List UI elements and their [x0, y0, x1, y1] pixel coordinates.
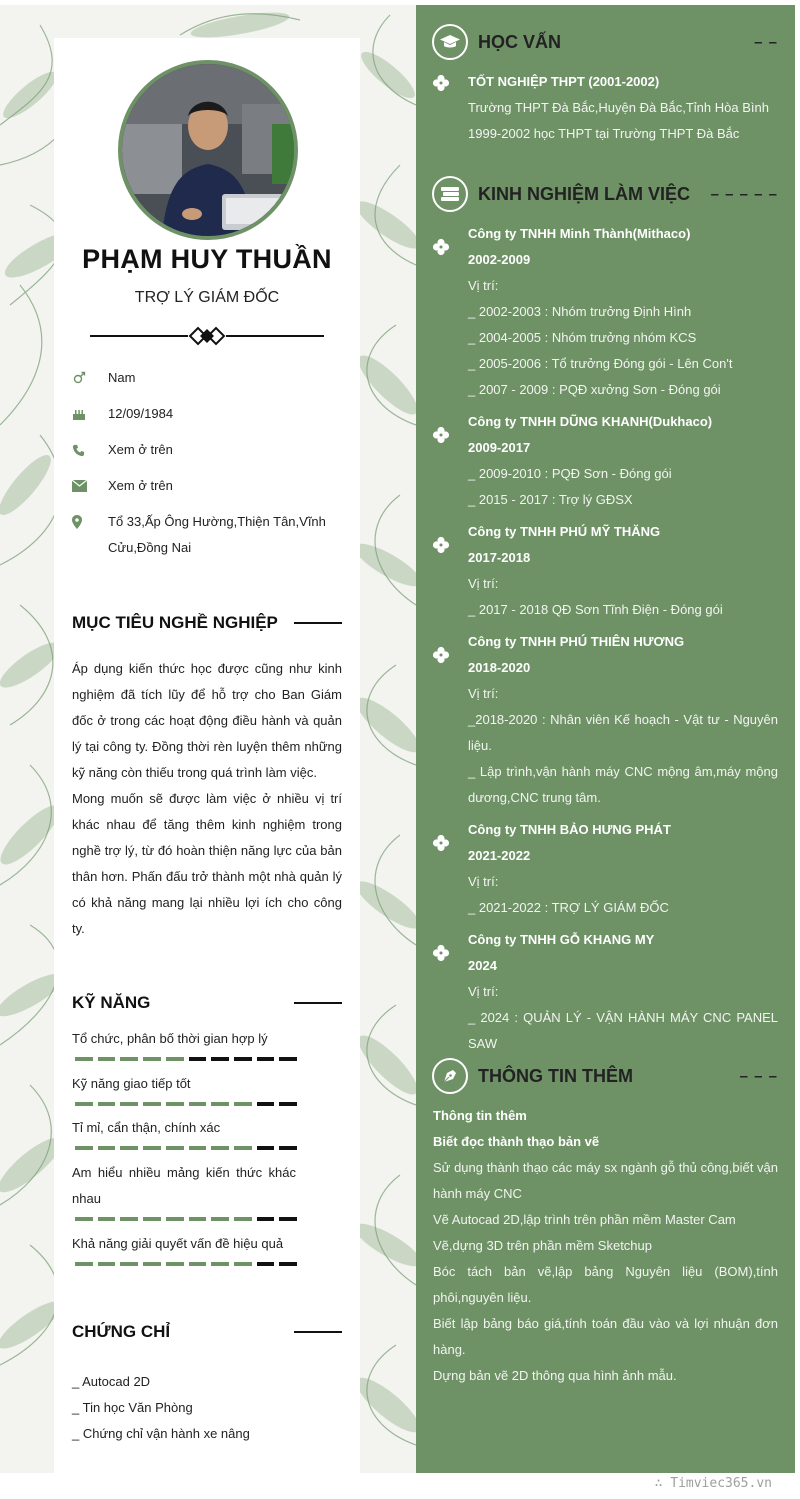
skill-bar-segment: [211, 1262, 229, 1266]
extra-line: Vẽ Autocad 2D,lập trình trên phần mềm Master Cam: [433, 1212, 736, 1227]
skill-bar-segment: [120, 1262, 138, 1266]
section-title: THÔNG TIN THÊM: [478, 1065, 633, 1086]
experience-line: Vị trí:: [468, 576, 499, 591]
skill-bar-segment: [120, 1102, 138, 1106]
education-title: TỐT NGHIỆP THPT (2001-2002): [468, 74, 660, 89]
certificate-item: _ Chứng chỉ vận hành xe nâng: [72, 1426, 250, 1441]
experience-line: _2018-2020 : Nhân viên Kế hoạch - Vật tư - Nguyên liệu.: [468, 712, 778, 753]
skill-bar-segment: [211, 1217, 229, 1221]
extra-line: Dựng bản vẽ 2D thông qua hình ảnh mẫu.: [433, 1368, 677, 1383]
skill-bar-segment: [98, 1057, 116, 1061]
experience-entry: [468, 629, 778, 811]
skill-bar-segment: [166, 1057, 184, 1061]
section-title: KINH NGHIỆM LÀM VIỆC: [478, 183, 691, 204]
skill-level-bar: [75, 1057, 297, 1061]
birthday-cake-icon: [72, 401, 108, 427]
experience-entry: [468, 409, 778, 513]
flower-bullet-icon: [432, 426, 450, 444]
skill-bar-segment: [98, 1146, 116, 1150]
section-title: MỤC TIÊU NGHỀ NGHIỆP: [72, 613, 278, 632]
skill-bar-segment: [166, 1102, 184, 1106]
gender-icon: [72, 365, 108, 391]
skill-bar-segment: [143, 1146, 161, 1150]
experience-heading: [432, 176, 778, 212]
experience-entry: [468, 817, 778, 921]
flower-bullet-icon: [432, 834, 450, 852]
experience-line: Vị trí:: [468, 874, 499, 889]
skills-heading: [72, 993, 342, 1013]
skill-bar-segment: [257, 1057, 275, 1061]
experience-company: Công ty TNHH BẢO HƯNG PHÁT: [468, 822, 671, 837]
experience-company: Công ty TNHH Minh Thành(Mithaco): [468, 226, 691, 241]
skill-bar-segment: [189, 1102, 207, 1106]
education-line: Trường THPT Đà Bắc,Huyện Đà Bắc,Tỉnh Hòa Bình: [468, 100, 769, 115]
skill-bar-segment: [211, 1102, 229, 1106]
experience-company: Công ty TNHH PHÚ THIÊN HƯƠNG: [468, 634, 685, 649]
skill-level-bar: [75, 1146, 297, 1150]
experience-company: Công ty TNHH PHÚ MỸ THĂNG: [468, 524, 661, 539]
experience-period: 2002-2009: [468, 252, 531, 267]
certificate-item: _ Tin học Văn Phòng: [72, 1400, 193, 1415]
extra-line: Vẽ,dựng 3D trên phần mềm Sketchup: [433, 1238, 652, 1253]
skill-bar-segment: [234, 1217, 252, 1221]
info-text: Nam: [108, 370, 136, 385]
flower-bullet-icon: [432, 74, 450, 92]
experience-line: _ 2005-2006 : Tổ trưởng Đóng gói - Lên Con't: [468, 356, 733, 371]
extra-line: Sử dụng thành thạo các máy sx ngành gỗ thủ công,biết vận hành máy CNC: [433, 1160, 778, 1201]
flower-bullet-icon: [432, 536, 450, 554]
skill-bar-segment: [234, 1146, 252, 1150]
section-title: KỸ NĂNG: [72, 993, 151, 1012]
skill-bar-segment: [234, 1102, 252, 1106]
info-text: Tổ 33,Ấp Ông Hường,Thiện Tân,Vĩnh Cửu,Đồng Nai: [108, 514, 326, 555]
profile-name: PHẠM HUY THUẦN: [82, 244, 332, 274]
skill-level-bar: [75, 1217, 297, 1221]
skill-level-bar: [75, 1102, 297, 1106]
skill-bar-segment: [257, 1102, 275, 1106]
extra-info-heading: [432, 1058, 778, 1094]
experience-line: _ 2002-2003 : Nhóm trưởng Định Hình: [468, 304, 692, 319]
section-title: HỌC VẤN: [478, 31, 562, 52]
info-email: [72, 473, 342, 499]
experience-line: _ Lập trình,vận hành máy CNC mộng âm,máy mộng dương,CNC trung tâm.: [468, 764, 778, 805]
experience-company: Công ty TNHH DŨNG KHANH(Dukhaco): [468, 414, 713, 429]
education-entry: [468, 69, 778, 147]
skill-bar-segment: [279, 1102, 297, 1106]
skill-bar-segment: [211, 1146, 229, 1150]
flower-bullet-icon: [432, 238, 450, 256]
skill-name: Am hiểu nhiều mảng kiến thức khác nhau: [72, 1165, 296, 1206]
experience-line: Vị trí:: [468, 686, 499, 701]
skill-bar-segment: [257, 1262, 275, 1266]
skill-bar-segment: [211, 1057, 229, 1061]
skill-bar-segment: [189, 1217, 207, 1221]
objective-paragraph-2: Mong muốn sẽ được làm việc ở nhiều vị trí khác nhau để tăng thêm kinh nghiệm trong nghề trợ lý, từ đó hoàn thiện năng lực của bản thân hơn. Phấn đấu trở thành một nhà quản lý có khả năng mang lại nhiều lợi ích cho công ty.: [72, 791, 342, 936]
skill-bar-segment: [257, 1217, 275, 1221]
info-text: 12/09/1984: [108, 406, 174, 421]
experience-company: Công ty TNHH GỖ KHANG MY: [468, 932, 655, 947]
skill-name: Tỉ mỉ, cẩn thận, chính xác: [72, 1120, 221, 1135]
objective-paragraph-1: Áp dụng kiến thức học được cũng như kinh nghiệm đã tích lũy để hỗ trợ cho Ban Giám đốc ở trong các hoạt động điều hành và quản lý tại công ty. Đồng thời rèn luyện thêm những kỹ năng còn thiếu trong quá trình làm việc.: [72, 661, 342, 780]
books-icon: [432, 176, 468, 212]
skill-bar-segment: [75, 1217, 93, 1221]
experience-period: 2009-2017: [468, 440, 531, 455]
skill-bar-segment: [75, 1262, 93, 1266]
avatar: [118, 60, 298, 240]
flower-bullet-icon: [432, 944, 450, 962]
experience-line: _ 2009-2010 : PQĐ Sơn - Đóng gói: [468, 466, 672, 481]
skill-bar-segment: [120, 1217, 138, 1221]
info-address: [72, 509, 342, 561]
info-birthday: [72, 401, 342, 427]
section-title: CHỨNG CHỈ: [72, 1322, 171, 1341]
skill-bar-segment: [279, 1217, 297, 1221]
experience-line: _ 2021-2022 : TRỢ LÝ GIÁM ĐỐC: [468, 900, 669, 915]
experience-period: 2017-2018: [468, 550, 531, 565]
skill-bar-segment: [75, 1057, 93, 1061]
flower-bullet-icon: [432, 646, 450, 664]
skill-bar-segment: [279, 1057, 297, 1061]
skill-bar-segment: [75, 1102, 93, 1106]
experience-line: _ 2007 - 2009 : PQĐ xưởng Sơn - Đóng gói: [468, 382, 721, 397]
skill-name: Kỹ năng giao tiếp tốt: [72, 1076, 191, 1091]
skill-bar-segment: [143, 1057, 161, 1061]
skill-bar-segment: [166, 1217, 184, 1221]
experience-line: _ 2024 : QUẢN LÝ - VẬN HÀNH MÁY CNC PANEL SAW: [468, 1010, 778, 1051]
skill-bar-segment: [166, 1262, 184, 1266]
skill-bar-segment: [166, 1146, 184, 1150]
education-line: 1999-2002 học THPT tại Trường THPT Đà Bắc: [468, 126, 740, 141]
skill-bar-segment: [98, 1217, 116, 1221]
profile-photo-icon: [122, 64, 294, 236]
extra-bold-line: Thông tin thêm: [433, 1108, 527, 1123]
section-rule: [294, 622, 342, 624]
envelope-icon: [72, 473, 108, 499]
skill-bar-segment: [279, 1146, 297, 1150]
section-rule: [294, 1331, 342, 1333]
skill-bar-segment: [189, 1262, 207, 1266]
skill-bar-segment: [189, 1057, 207, 1061]
section-rule: [294, 1002, 342, 1004]
experience-entry: [468, 221, 778, 403]
skill-bar-segment: [143, 1102, 161, 1106]
experience-period: 2024: [468, 958, 497, 973]
experience-entry: [468, 927, 778, 1057]
skill-bar-segment: [279, 1262, 297, 1266]
extra-line: Biết lập bảng báo giá,tính toán đầu vào và lợi nhuận đơn hàng.: [433, 1316, 778, 1357]
phone-icon: [72, 437, 108, 463]
info-phone: [72, 437, 342, 463]
experience-line: _ 2004-2005 : Nhóm trưởng nhóm KCS: [468, 330, 697, 345]
skill-bar-segment: [143, 1262, 161, 1266]
skill-bar-segment: [98, 1102, 116, 1106]
info-gender: [72, 365, 342, 391]
skill-name: Khả năng giải quyết vấn đề hiệu quả: [72, 1236, 284, 1251]
section-dashes: – – –: [739, 1067, 778, 1085]
extra-bold-line: Biết đọc thành thạo bản vẽ: [433, 1134, 600, 1149]
certificate-item: _ Autocad 2D: [72, 1374, 151, 1389]
experience-entry: [468, 519, 778, 623]
objective-heading: [72, 613, 342, 633]
info-text: Xem ở trên: [108, 478, 173, 493]
extra-line: Bóc tách bản vẽ,lập bảng Nguyên liệu (BOM),tính phôi,nguyên liệu.: [433, 1264, 778, 1305]
skill-bar-segment: [189, 1146, 207, 1150]
skill-bar-segment: [98, 1262, 116, 1266]
section-dashes: – – – – –: [710, 185, 778, 203]
experience-period: 2018-2020: [468, 660, 531, 675]
skill-bar-segment: [120, 1057, 138, 1061]
map-pin-icon: [72, 509, 108, 535]
profile-title: TRỢ LÝ GIÁM ĐỐC: [134, 289, 280, 306]
skill-bar-segment: [120, 1146, 138, 1150]
experience-line: _ 2017 - 2018 QĐ Sơn Tĩnh Điện - Đóng gói: [468, 602, 723, 617]
skill-bar-segment: [75, 1146, 93, 1150]
skill-bar-segment: [234, 1057, 252, 1061]
pen-nib-icon: [432, 1058, 468, 1094]
experience-line: Vị trí:: [468, 278, 499, 293]
experience-line: _ 2015 - 2017 : Trợ lý GĐSX: [468, 492, 633, 507]
skill-bar-segment: [257, 1146, 275, 1150]
education-heading: [432, 24, 778, 60]
skill-bar-segment: [234, 1262, 252, 1266]
section-dashes: – –: [754, 33, 778, 51]
graduation-cap-icon: [432, 24, 468, 60]
ornament-divider-icon: [90, 326, 324, 346]
extra-info-body: [433, 1103, 778, 1389]
skill-level-bar: [75, 1262, 297, 1266]
experience-period: 2021-2022: [468, 848, 531, 863]
info-text: Xem ở trên: [108, 442, 173, 457]
skill-name: Tổ chức, phân bố thời gian hợp lý: [72, 1031, 268, 1046]
watermark-brand[interactable]: ∴ Timviec365.vn: [654, 1476, 772, 1491]
experience-line: Vị trí:: [468, 984, 499, 999]
certificates-heading: [72, 1322, 342, 1342]
skill-bar-segment: [143, 1217, 161, 1221]
